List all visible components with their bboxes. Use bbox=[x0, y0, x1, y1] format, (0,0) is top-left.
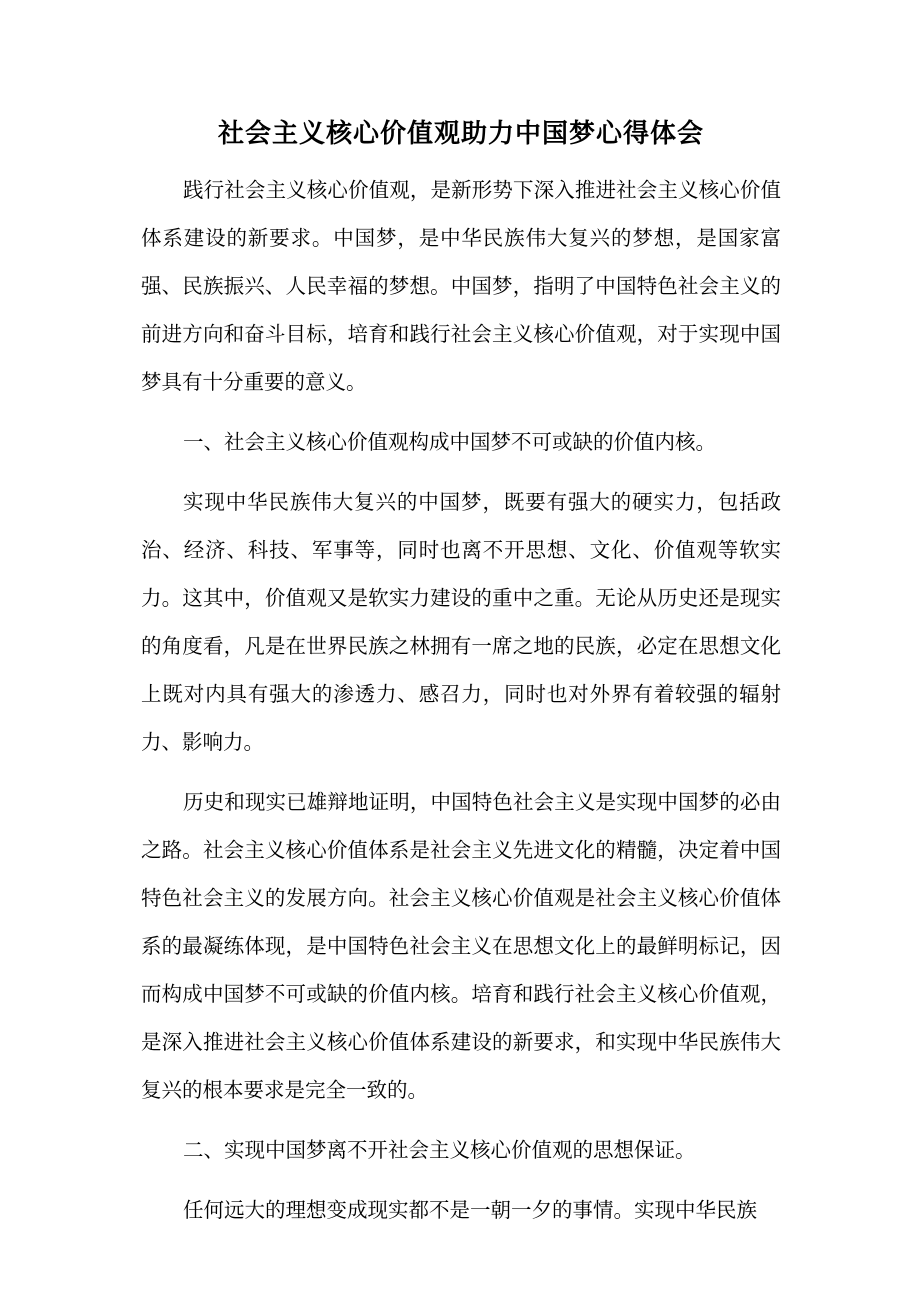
intro-paragraph: 践行社会主义核心价值观，是新形势下深入推进社会主义核心价值体系建设的新要求。中国梦，是中华民族伟大复兴的梦想，是国家富强、民族振兴、人民幸福的梦想。中国梦，指明了中国特色社会主义的前进方向和奋斗目标，培育和践行社会主义核心价值观，对于实现中国梦具有十分重要的意义。 bbox=[141, 178, 781, 394]
section-heading-1: 一、社会主义核心价值观构成中国梦不可或缺的价值内核。 bbox=[183, 430, 716, 454]
body-paragraph: 历史和现实已雄辩地证明，中国特色社会主义是实现中国梦的必由之路。社会主义核心价值体系是社会主义先进文化的精髓，决定着中国特色社会主义的发展方向。社会主义核心价值观是社会主义核心价值体系的最凝练体现，是中国特色社会主义在思想文化上的最鲜明标记，因而构成中国梦不可或缺的价值内核。培育和践行社会主义核心价值观，是深入推进社会主义核心价值体系建设的新要求，和实现中华民族伟大复兴的根本要求是完全一致的。 bbox=[141, 790, 781, 1102]
section-heading-2: 二、实现中国梦离不开社会主义核心价值观的思想保证。 bbox=[183, 1138, 696, 1162]
body-paragraph-truncated: 任何远大的理想变成现实都不是一朝一夕的事情。实现中华民族 bbox=[183, 1198, 757, 1222]
body-paragraph: 实现中华民族伟大复兴的中国梦，既要有强大的硬实力，包括政治、经济、科技、军事等，同时也离不开思想、文化、价值观等软实力。这其中，价值观又是软实力建设的重中之重。无论从历史还是现实的角度看，凡是在世界民族之林拥有一席之地的民族，必定在思想文化上既对内具有强大的渗透力、感召力，同时也对外界有着较强的辐射力、影响力。 bbox=[141, 490, 781, 754]
document-title: 社会主义核心价值观助力中国梦心得体会 bbox=[217, 119, 704, 149]
document-body bbox=[141, 108, 781, 1246]
